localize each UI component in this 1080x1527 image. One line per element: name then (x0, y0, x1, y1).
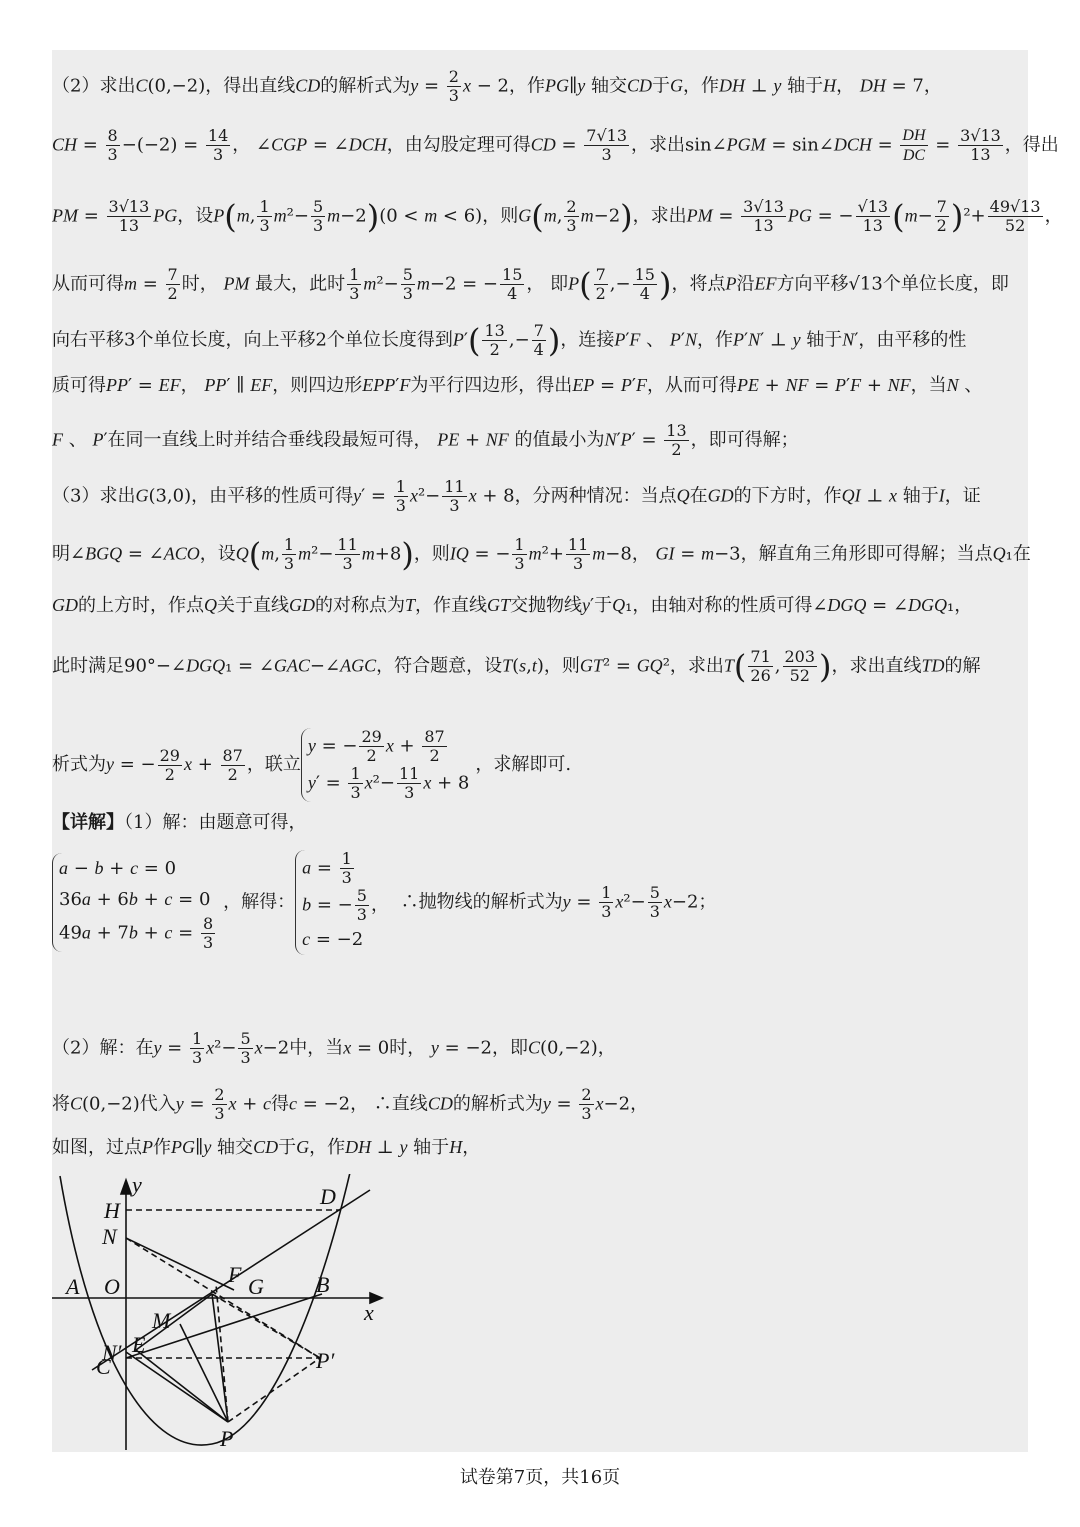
text-line: 将C(0,−2)代入y = $\frac{2}{3}$ x + c得c = −2， ∴直线CD的解析式为y = $\frac{2}{3}$ x−2， (52, 1085, 649, 1123)
label-E: E (132, 1332, 146, 1357)
text-line: （3）求出G(3,0)，由平移的性质可得y′ = $\frac{1}{3}$ x²− $\frac{11}{3}$ x + 8，分两种情况：当点Q在GD的下方时，作QI ⊥ x 轴于I，证 (52, 477, 981, 515)
text-line: F 、 P′在同一直线上时并结合垂线段最短可得， PE + NF 的值最小为N′P′ = $\frac{13}{2}$ ，即可得解； (52, 421, 799, 459)
label-G: G (248, 1274, 264, 1299)
text-line: 明∠BGQ = ∠ACO，设Q(m, $\frac{1}{3}$ m²− $\frac{11}{3}$ m+8)，则IQ = − $\frac{1}{3}$ m²+ $\frac{11}{3}$ m−8， GI = m−3，解直角三角形即可得解；当点Q₁在 (52, 535, 1031, 574)
text-line: a − b + c = 0 36a + 6b + c = 0 49a + 7b + c = $\frac{8}{3}$ ，解得： a = $\frac{1}{3}$ b = − $\frac{5}{3}$ ， c = −2 ∴抛物线的解析式为y = $\frac{1}{3}$ x²− $\frac{5}{3}$ x−2； (52, 850, 1028, 955)
text-line: CH = $\frac{8}{3}$ −(−2) = $\frac{14}{3}$ ， ∠CGP = ∠DCH，由勾股定理可得CD = $\frac{7√13}{3}$ ，求出sin∠PGM = sin∠DCH = $\frac{DH}{DC}$ = $\frac{3√13}{13}$ ，得出 (52, 126, 1059, 164)
document-page (52, 50, 1063, 1452)
text-line: 如图，过点P作PG∥y 轴交CD于G，作DH ⊥ y 轴于H， (52, 1137, 481, 1158)
text-line: （2）解：在y = $\frac{1}{3}$ x²− $\frac{5}{3}$ x−2中，当x = 0时， y = −2，即C(0,−2)， (52, 1029, 616, 1067)
label-N: N (102, 1224, 117, 1249)
label-P: P (220, 1426, 234, 1450)
geometry-figure (52, 1174, 392, 1450)
text-line: （2）求出C(0,−2)，得出直线CD的解析式为y = $\frac{2}{3}$ x − 2，作PG∥y 轴交CD于G，作DH ⊥ y 轴于H， DH = 7， (52, 67, 942, 105)
label-x: x (364, 1300, 374, 1325)
label-H: H (104, 1198, 120, 1223)
text-line: 从而可得m = $\frac{7}{2}$ 时， PM 最大，此时 $\frac{1}{3}$ m²− $\frac{5}{3}$ m−2 = − $\frac{15}{4}$ ， 即P( $\frac{7}{2}$ ,− $\frac{15}{4}$ )，将点P沿EF方向平移√13个单位长度，即 (52, 265, 1009, 304)
text-line: 析式为y = − $\frac{29}{2}$ x + $\frac{87}{2}$ ，联立 y = − $\frac{29}{2}$ x + $\frac{87}{2}$ y′ = $\frac{1}{3}$ x²− $\frac{11}{3}$ x + 8 ，求解即可. (52, 727, 572, 802)
page-footer: 试卷第7页，共16页 (459, 1467, 621, 1488)
text-line: 【详解】（1）解：由题意可得， (52, 812, 307, 833)
label-O: O (104, 1274, 120, 1299)
label-Nprime: N′ (102, 1340, 122, 1365)
text-line: 此时满足90°−∠DGQ₁ = ∠GAC−∠AGC，符合题意，设T(s,t)，则GT² = GQ²，求出T( $\frac{71}{26}$ , $\frac{203}{52}$ )，求出直线TD的解 (52, 647, 981, 686)
label-B: B (316, 1272, 330, 1297)
label-M: M (152, 1308, 171, 1333)
label-D: D (320, 1184, 336, 1209)
label-y: y (132, 1174, 142, 1197)
text-line: PM = $\frac{3√13}{13}$ PG，设P(m, $\frac{1}{3}$ m²− $\frac{5}{3}$ m−2)(0 < m < 6)，则G(m, $\frac{2}{3}$ m−2)，求出PM = $\frac{3√13}{13}$ PG = − $\frac{√13}{13}$ (m− $\frac{7}{2}$ )²+ $\frac{49√13}{52}$ ， (52, 197, 1063, 236)
text-line: 向右平移3个单位长度，向上平移2个单位长度得到P′( $\frac{13}{2}$ ,− $\frac{7}{4}$ )，连接P′F 、 P′N，作P′N′ ⊥ y 轴于N′，由平移的性 (52, 321, 967, 360)
text-line: GD的上方时，作点Q关于直线GD的对称点为T，作直线GT交抛物线y′于Q₁，由轴对称的性质可得∠DGQ = ∠DGQ₁， (52, 595, 973, 616)
label-A: A (66, 1274, 80, 1299)
label-C: C (96, 1354, 111, 1379)
label-F: F (228, 1262, 242, 1287)
label-Pprime: P′ (316, 1348, 335, 1373)
text-line: 质可得PP′ = EF， PP′ ∥ EF，则四边形EPP′F为平行四边形，得出EP = P′F，从而可得PE + NF = P′F + NF，当N 、 (52, 375, 983, 396)
